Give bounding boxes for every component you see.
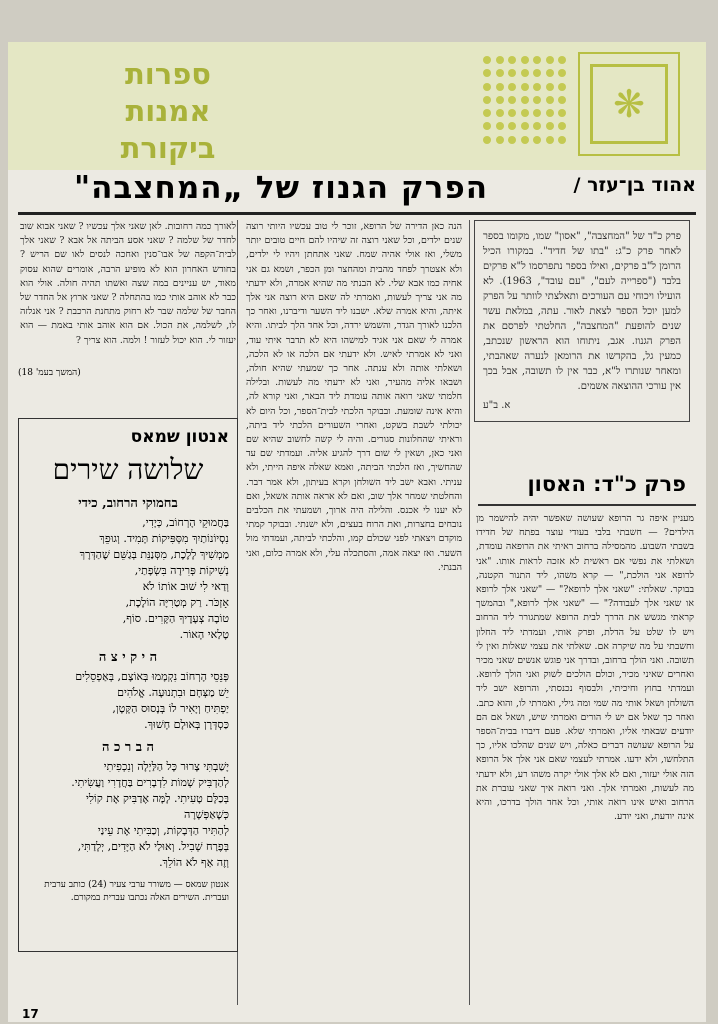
poet-name: אנטון שמאס xyxy=(130,427,229,447)
poem-line: טוֹבָה צְעָדֶיךָ הַקָּרִים. סוֹף, xyxy=(122,612,229,625)
article-author: אהוד בן־עזר / xyxy=(573,174,696,196)
poem-2-title: ה י ק י צ ה xyxy=(98,650,158,665)
poem-line: בַּחֲמוּקֵי הָרְחוֹב, כְּיָדִי, xyxy=(142,516,229,529)
poem-footer: אנטון שמאס — משורר ערבי צעיר (24) כותב ערבית ועברית. השירים האלה נכתבו עברית במקורם. xyxy=(44,880,229,903)
intro-signature: א. ב"ע xyxy=(483,400,511,411)
poem-line: יַפְתִּיחַ וְיָאִיר לוֹ בְּנָסוּס הַקָּטָן, xyxy=(112,702,229,715)
poem-3-title: ה ב ר כ ה xyxy=(101,740,155,755)
poem-line: בְּכַלָּם טָעִיתִי. לָמָּה אֶדַבִּיק אֶת קוֹלִי xyxy=(85,792,229,805)
dot-pattern xyxy=(482,56,566,146)
section-title xyxy=(88,56,248,167)
poem-line: יָשַׁבְתִּי צָרוּר כָּל הַלַּיְלָה וְנִכְפִיתִי xyxy=(103,760,229,773)
article-column-middle: הנה כאן הדירה של הרופא, זוכר לי טוב עכשיו היותי רוצה שנים ילדים, וכל שאני רוצה זה שיהיו להם חיים טובים יותר משלי, ואז אולי אהיה שמח. שאני אתחתן ויהיו לי ילדים, ולא אצטרך לפחד מהבית ומהחצר ומן הכפר, ושמא גם אני אחיה כמו אבא שלי. לא הבנתי מה שהיא אמרה, ולא ידעתי מה אני צריך לעשות, ואמרתי לה שאם היא רוצה אני אלך איתה, והיא אמרה שלא. ישבנו ליד השער ודיברנו, ואחר כך הלכנו לאורך הגדר, והשמש ירדה, וכל אחד הלך לביתו. והיא אמרה לי שאם אני אגיד למישהו היא לא תדבר איתי עוד, ואני לא אמרתי לאיש. ולא ידעתי אם הלכה או לא הלכה, ושאלתי אותה ולא ענתה. אחר כך שמעתי שהיא חולה, ושבאו אליה מהעיר, ואני לא ידעתי מה לעשות. ובלילה חלמתי שאני רואה אותה עומדת ליד הבאר, ואני קורא לה, והיא אינה שומעת. ובבוקר הלכתי לבית־הספר, וכל היום לא יכולתי לשבת בשקט, ואחרי השעורים הלכתי ליד ביתה, וראיתי שהחלונות סגורים. והיה לי קשה לחשוב שהיא שם ואני כאן, ושאין לי שום דרך להגיע אליה. ועמדתי שם עד שהחשיך, ואז הלכתי הביתה, ואמא שאלה איפה הייתי, ולא עניתי. ואבא ישב ליד השולחן וקרא בעיתון, ולא אמר דבר. והחלטתי שמחר אלך שוב, ואם לא אראה אותה אשאל, ואם לא יענו לי אכנס. והלילה היה ארוך, ושמעתי את הכלבים נובחים בחצרות, ואת הרוח בעצים, ולא ישנתי. ובבוקר קמתי מוקדם ויצאתי לפני שכולם קמו, והלכתי לביתה, ועמדתי מול השער. ואז יצאה אמה, והסתכלה עלי, ולא אמרה כלום, ואני הבנתי. xyxy=(246,221,462,573)
poem-line: נִסְיוֹנוֹתַיִךְ מִסְּפִּיקוֹת תָּמִיד. וְגוּפֵךְ xyxy=(99,532,229,545)
page-number: 17 xyxy=(22,1007,39,1021)
poem-line: נְשִׁיקוֹת פְּרִידָה בִּשְׂפָתַי, xyxy=(134,564,229,577)
poem-line: פְּנֵּסֵי הָרְחוֹב נִקְמָמוּ בְּאוֹצָם, בְּאַפְסֵלִים xyxy=(75,670,229,683)
poem-collection-title: שלושה שירים xyxy=(52,453,204,486)
article-column-right: מעניין איפה גר הרופא שעושה שאפשר יהיה להישמר מן הילדים? — חשבתי בלבי בעודי עוצר בפתח של חדידו בשבתי השבוע. מהמסילה ברחוב ראיתי את הרופאה עומדת, ושאלתי את נפשי אם ראשית לא אזכה לראות אותו. "אני לרופא אני הולכת," — קרא משהו, ליד התנור הקטנה, בבוקר. שאלתי: "שאני אלך לרופא?" — "שאני אלך לרופא או שאני אלך לעבודה?" — "שאני אלך לרופא," ובהמשך קראתי מגשש את הדרך לבית הרופא שמתגורר ליד הרחוב ויש לו שלט על הדלת, ופרק אותי, ועמדתי ליד החלון וחשבתי על מה שיקרה אם. שאלתי את עצמי שאלות ואין לי תשובה. ואני הולך ברחוב, ובדרך אני פוגש אנשים שאני מכיר ואחרים שאיני מכיר, וכולם הולכים לשוק ואני הולך לרופא. ועמדתי בחוץ וחיכיתי, ולבסוף נכנסתי, והרופא ישב ליד השולחן ושאל אותי מה שמי ומה גילי, ואמרתי לו, והוא כתב. ואחר כך שאל אם יש לי הורים ואמרתי שיש, ושאל אם הם יודעים שבאתי אליו, ואמרתי שלא. פעם דיברו בבית־הספר על הרופא שעושה דברים כאלה, ויש שנים שהלכו אליו, כך התלחשו, ולא ידעו. אמרתי לעצמי שאם אני אלך אל הרופא הזה אולי יעזור, ואם לא אלך אולי יקרה משהו רע, ולא ידעתי מה לעשות, ואמרתי אלך. ואני רואה איך שאני עוברת את הרחוב ואיש אינו רואה אותי, וכל אחד הולך בדרכו, והיא אינה יודעת, ואני יודע. xyxy=(476,513,694,823)
poem-box xyxy=(18,418,238,952)
chapter-rule xyxy=(478,504,696,506)
poem-line: מַמְשִׁיךְ לָלֶכֶת, מִסְּנַנֵּת בְּגַשֵּׁם שֶׁהַדְּרָךְ xyxy=(79,548,229,561)
poem-line: כְּשֶׁאַפְּשָׁרָה xyxy=(183,808,229,821)
poem-line: בְּפֶרַח שְׁבִיל. וְאוּלַי לֹא הַיָּדִים, יְלָדַתִּי, xyxy=(77,840,229,853)
intro-text: פרק כ"ד של "המחצבה", "אסון" שמו, מקומו בספר לאחר פרק כ"ג: "בתו של חדיד". במקורו הכיל הרומן ל"ב פרקים, ואילו בספר נתפרסמו ל"א פרקים בלבד ("ספרייה לעם", "עם עובד", 1963). לא הועילו ויכוחי עם העורכים ותאלצתי לוותר על הפרק למען יוכל הספר לצאת לאור. עתה, במלאת עשר שנים להופעת "המחצבה", החלטתי לפרסם את הפרק הגנוז. אגב, ניתוחו הוא הראשון שנכתב, כמעין גל, בהקדשו את הרומאן לנערה שאהבתי, ומאחר שנותרו ל"א, כבר אין לו תשובה, אבל בכך אין עורכי ההוצאה אשמים. xyxy=(483,231,681,392)
section-title-line3: ביקורת xyxy=(120,131,216,165)
article-title: הפרק הגנוז של „המחצבה" xyxy=(73,170,489,206)
ornament-icon: ❋ xyxy=(590,64,668,144)
poem-line: לְהַדְבִּיק שְׁמוֹת לִדְבָרִים בַּחֲדָרִי וַעֲשִׂיתִי. xyxy=(71,776,229,789)
poem-1-title: בחמוקי הרחוב, כידי xyxy=(78,496,178,511)
poem-line: לְהַתִּיר הַדְּבָקוֹת, וְכַבִּיתִי אֶת עֵינַי xyxy=(97,824,229,837)
chapter-title: פרק כ"ד: האסון xyxy=(527,472,686,496)
intro-box xyxy=(474,220,690,422)
poem-line: וְדַאי לִי שׁוּב אוֹתוֹ לֹא xyxy=(142,580,229,593)
title-rule xyxy=(18,212,696,215)
section-title-line2: אמנות xyxy=(125,94,211,128)
column-divider xyxy=(469,220,470,1005)
poem-line: יֵשׁ מַצְּחָם וּבִתְנוּעָה. אֱלֹהִים xyxy=(117,686,229,699)
section-title-line1: ספרות xyxy=(124,57,211,91)
poem-line: אָזְכֹּר. רַק מְטַרִיָּה הוֹלֶכֶת, xyxy=(125,596,229,609)
article-column-left: לאורך כמה רחובות. לאן שאני אלך עכשיו ? שאני אבוא שוב לחדר של שלמה ? שאני אסע הביתה אל אבא ? שאני אלך לבית־הקפה של אבו־סנין ואחכה לנסים לאו שם הריש ? בחודש האחרון הוא לא מופיע הרבה, אומרים שהוא עסוק מאוד, יש עניינים במה שצה ואשתו תהיה חולה. אולי הוא כבר לא אוהב אותי כמו בהתחלה ? שאני ארוץ אל החדר של החבר של שלמה שבר לא רחוק מתחנת הרכבת ? אני אנלזה לו, לשלמה, את הכול. אם הוא אוהב אותי באמת — הוא יעזור לי. הוא יכול לעזור ! ולמה. הוא צריך ? xyxy=(20,221,236,346)
continued-note: (המשך בעמ' 18) xyxy=(18,368,81,378)
poem-line: טָלַאי הָאוֹר. xyxy=(179,628,229,641)
poem-line: כַּסְדְּרָן בְּאוּלָם חָשׁוּךְ. xyxy=(144,718,229,731)
poem-line: וְזֶה אַף לֹא הוֹלֵךְ. xyxy=(159,856,229,869)
ornament-frame xyxy=(578,52,680,156)
